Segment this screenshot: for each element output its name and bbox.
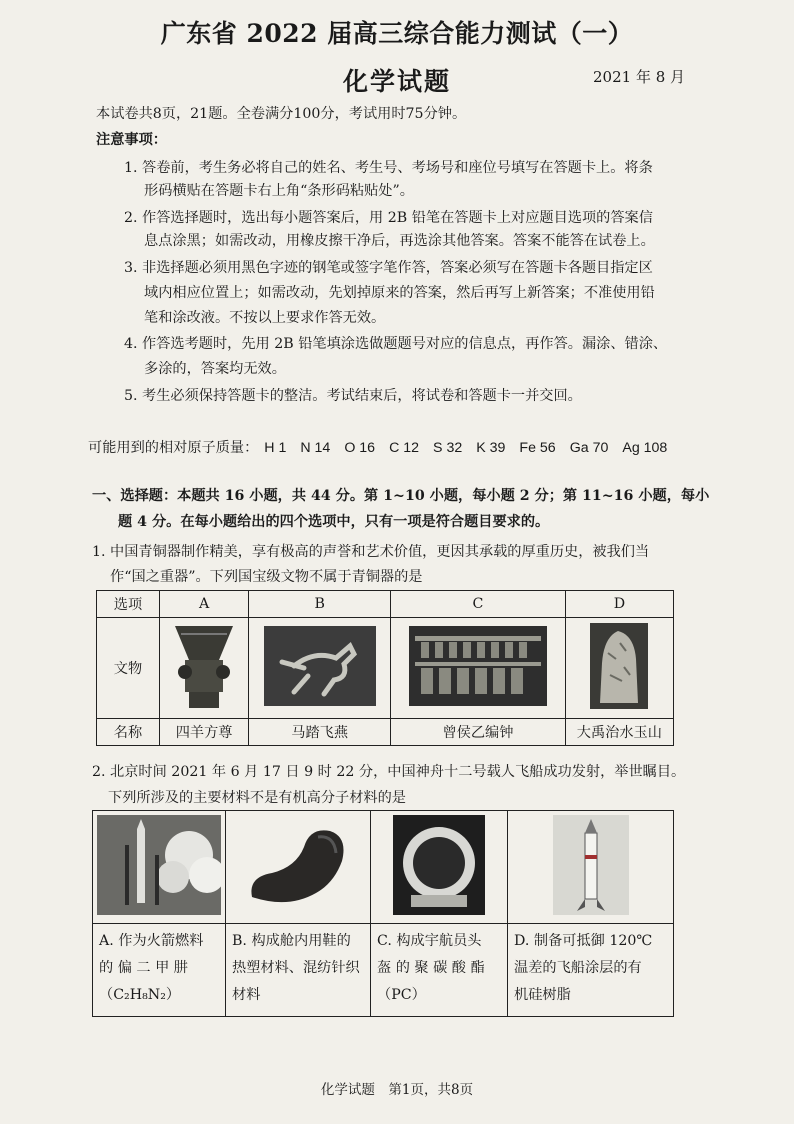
notice-line: 4. 作答选考题时，先用 2B 铅笔填涂选做题题号对应的信息点，再作答。漏涂、错涂、 bbox=[124, 336, 668, 352]
option-line: 热塑材料、混纺针织 bbox=[232, 960, 360, 976]
option-label: A bbox=[160, 591, 249, 618]
option-line: C. 构成宇航员头 bbox=[377, 933, 482, 949]
question-2-stem-cont: 下列所涉及的主要材料不是有机高分子材料的是 bbox=[108, 790, 406, 806]
material-image-d bbox=[508, 811, 674, 924]
mass-item: Ag 108 bbox=[622, 440, 668, 456]
question-1-table bbox=[96, 590, 674, 746]
option-c-text bbox=[371, 924, 508, 1017]
artifact-name: 四羊方尊 bbox=[160, 719, 249, 746]
atomic-masses bbox=[88, 437, 681, 457]
notice-line: 息点涂黑；如需改动，用橡皮擦干净后，再选涂其他答案。答案不能答在试卷上。 bbox=[144, 233, 655, 249]
mass-item: Fe 56 bbox=[519, 440, 556, 456]
exam-title: 广东省 2022 届高三综合能力测试（一） bbox=[160, 19, 634, 48]
question-1-stem-cont: 作“国之重器”。下列国宝级文物不属于青铜器的是 bbox=[110, 569, 423, 585]
option-b-text bbox=[226, 924, 371, 1017]
mass-item: S 32 bbox=[433, 440, 463, 456]
artifact-image-d bbox=[565, 618, 673, 719]
section-heading: 一、选择题：本题共 16 小题，共 44 分。第 1~10 小题，每小题 2 分；第 11~16 小题，每小 bbox=[92, 488, 710, 504]
mass-item: K 39 bbox=[476, 440, 506, 456]
option-a-text bbox=[93, 924, 226, 1017]
option-label: B bbox=[249, 591, 391, 618]
subject-title: 化学试题 bbox=[342, 67, 451, 96]
mass-item: C 12 bbox=[389, 440, 420, 456]
option-line: A. 作为火箭燃料 bbox=[99, 933, 204, 949]
artifact-name: 曾侯乙编钟 bbox=[391, 719, 566, 746]
exam-date: 2021 年 8 月 bbox=[593, 68, 686, 86]
artifact-image-a bbox=[160, 618, 249, 719]
material-image-b bbox=[226, 811, 371, 924]
option-d-text bbox=[508, 924, 674, 1017]
notice-line: 3. 非选择题必须用黑色字迹的钢笔或签字笔作答，答案必须写在答题卡各题目指定区 bbox=[124, 260, 653, 276]
artifact-image-c bbox=[391, 618, 566, 719]
spacecraft-rocket-icon bbox=[553, 815, 629, 915]
option-line: （C₂H₈N₂） bbox=[99, 987, 181, 1003]
space-shoe-icon bbox=[238, 817, 358, 917]
mass-item: H 1 bbox=[264, 440, 287, 456]
material-image-a bbox=[93, 811, 226, 924]
notice-line: 2. 作答选择题时，选出每小题答案后，用 2B 铅笔在答题卡上对应题目选项的答案信 bbox=[124, 210, 653, 226]
option-label: D bbox=[565, 591, 673, 618]
notice-line: 域内相应位置上；如需改动，先划掉原来的答案，然后再写上新答案；不准使用铅 bbox=[144, 285, 655, 301]
row-label: 文物 bbox=[97, 618, 160, 719]
intro-text: 本试卷共8页，21题。全卷满分100分，考试用时75分钟。 bbox=[96, 106, 467, 122]
artifact-name: 马踏飞燕 bbox=[249, 719, 391, 746]
mass-item: N 14 bbox=[300, 440, 331, 456]
atomic-masses-label: 可能用到的相对原子质量： bbox=[88, 440, 259, 456]
bronze-zun-icon bbox=[169, 622, 239, 714]
option-label: C bbox=[391, 591, 566, 618]
mass-item: Ga 70 bbox=[569, 440, 609, 456]
option-line: 的 偏 二 甲 肼 bbox=[99, 960, 188, 976]
option-line: 盔 的 聚 碳 酸 酯 bbox=[377, 960, 485, 976]
question-2-table bbox=[92, 810, 674, 1017]
question-1-stem: 1. 中国青铜器制作精美，享有极高的声誉和艺术价值，更因其承载的厚重历史，被我们当 bbox=[92, 544, 650, 560]
option-line: 机硅树脂 bbox=[514, 987, 571, 1003]
notice-line: 笔和涂改液。不按以上要求作答无效。 bbox=[144, 310, 386, 326]
notice-title: 注意事项： bbox=[96, 132, 167, 148]
option-line: 材料 bbox=[232, 987, 261, 1003]
row-label: 选项 bbox=[97, 591, 160, 618]
notice-line: 多涂的，答案均无效。 bbox=[144, 361, 286, 377]
option-line: B. 构成舱内用鞋的 bbox=[232, 933, 351, 949]
artifact-image-b bbox=[249, 618, 391, 719]
material-image-c bbox=[371, 811, 508, 924]
notice-line: 5. 考生必须保持答题卡的整洁。考试结束后，将试卷和答题卡一并交回。 bbox=[124, 388, 582, 404]
row-label: 名称 bbox=[97, 719, 160, 746]
rocket-launch-icon bbox=[97, 815, 221, 915]
option-line: D. 制备可抵御 120℃ bbox=[514, 933, 653, 949]
artifact-name: 大禹治水玉山 bbox=[565, 719, 673, 746]
page-footer: 化学试题 第1页，共8页 bbox=[320, 1082, 474, 1098]
bronze-horse-icon bbox=[264, 626, 376, 706]
notice-line: 1. 答卷前，考生务必将自己的姓名、考生号、考场号和座位号填写在答题卡上。将条 bbox=[124, 160, 653, 176]
option-line: 温差的飞船涂层的有 bbox=[514, 960, 642, 976]
question-2-stem: 2. 北京时间 2021 年 6 月 17 日 9 时 22 分，中国神舟十二号载人飞船成功发射，举世瞩目。 bbox=[92, 764, 686, 780]
helmet-icon bbox=[393, 815, 485, 915]
mass-item: O 16 bbox=[344, 440, 376, 456]
bronze-bells-icon bbox=[409, 626, 547, 706]
jade-mountain-icon bbox=[590, 623, 648, 709]
notice-line: 形码横贴在答题卡右上角“条形码粘贴处”。 bbox=[144, 183, 414, 199]
section-heading-cont: 题 4 分。在每小题给出的四个选项中，只有一项是符合题目要求的。 bbox=[118, 514, 550, 530]
option-line: （PC） bbox=[377, 987, 426, 1003]
